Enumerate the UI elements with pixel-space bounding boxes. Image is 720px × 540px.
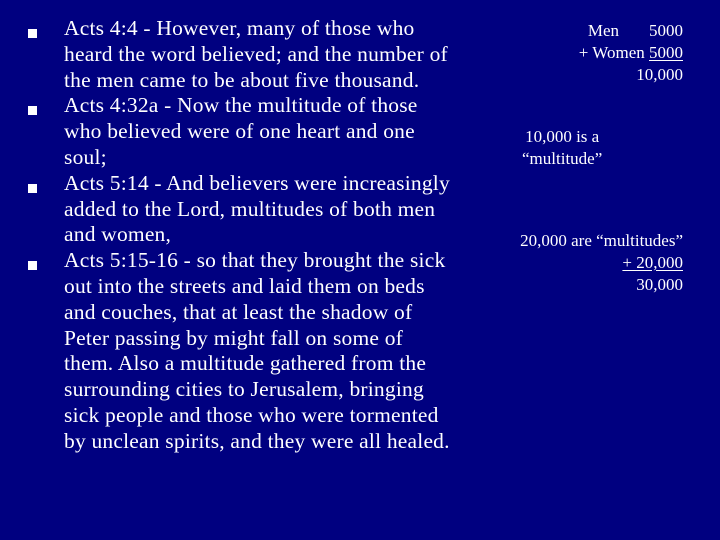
verse-text: Acts 5:14 - And believers were increasingly added to the Lord, multitudes of both men and women, [64, 170, 450, 247]
multitude-note [522, 126, 602, 170]
women-label: + Women [578, 43, 645, 62]
square-bullet-icon [28, 184, 37, 193]
multitudes-sum [520, 230, 683, 296]
square-bullet-icon [28, 261, 37, 270]
list-item [28, 248, 456, 454]
women-row [579, 42, 683, 64]
multitude-line: “multitude” [522, 149, 603, 168]
multitudes-addend: + 20,000 [622, 253, 683, 272]
scripture-list [28, 16, 456, 455]
verse-text: Acts 5:15-16 - so that they brought the sick out into the streets and laid them on beds and couches, that at least the shadow of Peter passing by might fall on some of them. Also a multitude gathered from the surrounding cities to Jerusalem, bringing sick people and those who were tormented by unclean spirits, and they were all healed. [64, 248, 450, 453]
square-bullet-icon [28, 106, 37, 115]
men-value: 5000 [649, 21, 683, 40]
list-item [28, 171, 456, 248]
list-item [28, 93, 456, 170]
verse-text: Acts 4:4 - However, many of those who heard the word believed; and the number of the men came to be about five thousand. [64, 16, 448, 92]
multitudes-total: 30,000 [636, 275, 683, 294]
women-value: 5000 [649, 43, 683, 62]
men-women-sum [579, 20, 683, 86]
multitudes-line: 20,000 are “multitudes” [520, 231, 683, 250]
men-label: Men [587, 21, 619, 40]
verse-text: Acts 4:32a - Now the multitude of those who believed were of one heart and one soul; [64, 93, 418, 169]
sum-total: 10,000 [636, 65, 683, 84]
list-item [28, 16, 456, 93]
men-row [579, 20, 683, 42]
square-bullet-icon [28, 29, 37, 38]
multitude-line: 10,000 is a [525, 127, 600, 146]
